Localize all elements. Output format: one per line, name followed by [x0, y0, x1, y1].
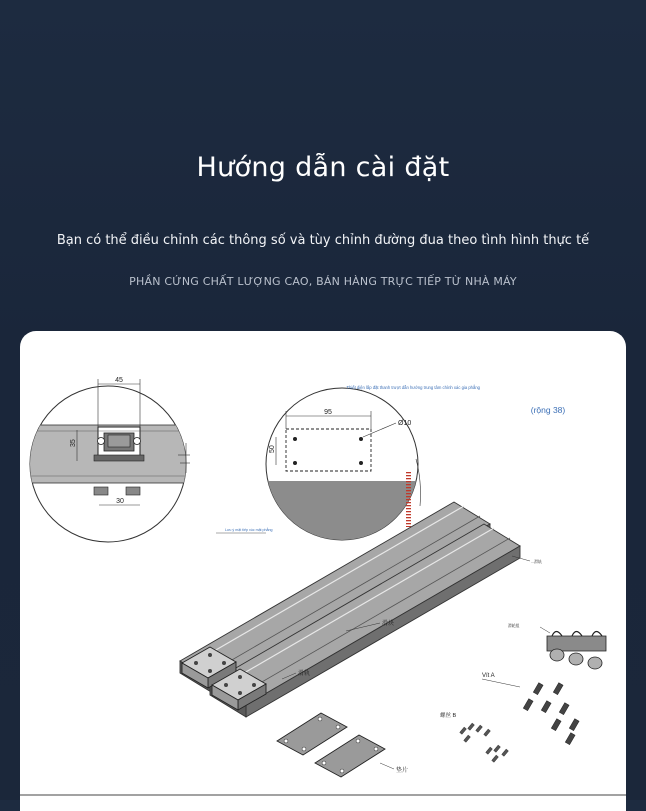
left-dim-top: 45: [115, 377, 123, 384]
roller-label: 滑轮组: [508, 624, 520, 628]
page-title: Hướng dẫn cài đặt: [196, 152, 450, 183]
screws-b: [460, 723, 509, 762]
end-label: ...滑轨: [531, 560, 542, 564]
gasket-plates: [277, 713, 385, 777]
hatch-marker: [406, 471, 411, 527]
diagram-small-note: Lưu ý mặt tiếp xúc mặt phẳng: [225, 528, 273, 532]
left-dim-bottom: 30: [116, 498, 124, 505]
installation-diagram: [20, 331, 626, 811]
left-detail-view: [20, 377, 190, 542]
diagram-note-title: Thiết diện lắp đặt thanh trượt dẫn hướng trung tâm chính xác gia phẳng: [346, 385, 480, 390]
right-hole-dim: Ø10: [398, 420, 412, 427]
screw-b-label: 螺丝 B: [440, 713, 457, 719]
page-subtitle: Bạn có thể điều chỉnh các thông số và tùy chỉnh đường đua theo tình hình thực tế: [56, 233, 590, 248]
roller-assembly: [508, 623, 606, 669]
right-dim-top: 95: [324, 409, 332, 416]
rail-label: 滑轨: [298, 671, 311, 677]
right-dim-side: 50: [269, 445, 276, 453]
screws-a: [523, 683, 579, 745]
diagram-width-note: (rộng 38): [530, 405, 566, 415]
slider-label: 滑块: [382, 621, 395, 627]
screw-a-label: Vít A: [482, 673, 495, 679]
right-detail-view: [260, 388, 430, 551]
left-dim-side: 35: [70, 439, 77, 447]
installation-diagram-card: [20, 331, 626, 811]
page-tagline: PHẦN CỨNG CHẤT LƯỢNG CAO, BÁN HÀNG TRỰC TIẾP TỪ NHÀ MÁY: [129, 275, 517, 288]
gasket-label: 垫片: [396, 768, 409, 774]
